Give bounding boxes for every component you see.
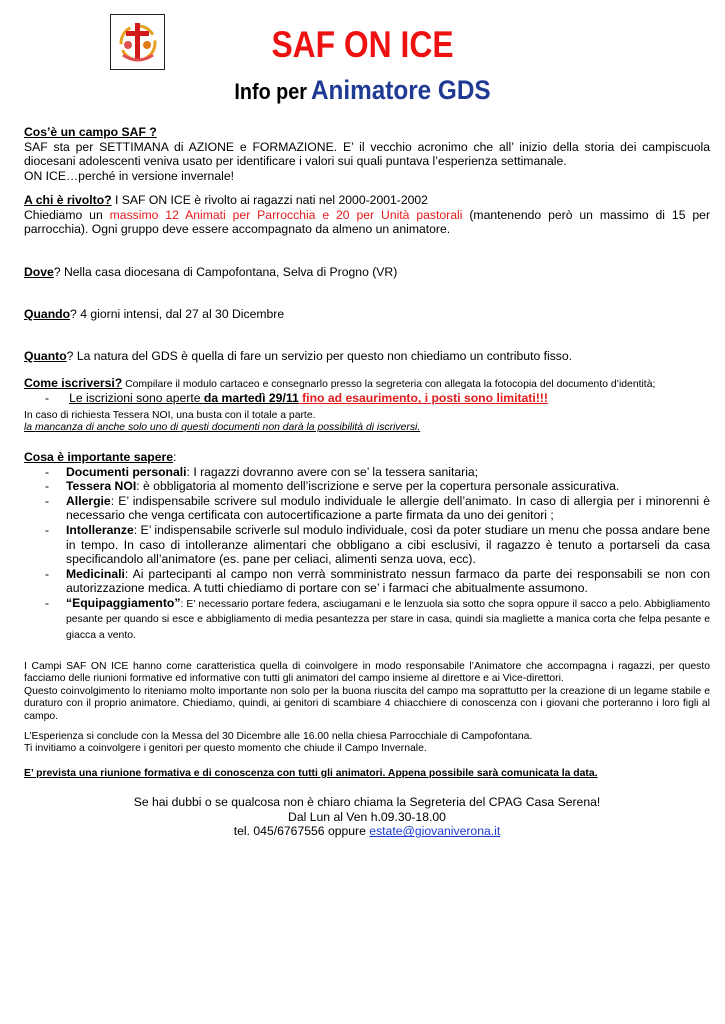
intro-text: SAF sta per SETTIMANA di AZIONE e FORMAZIONE. E’ il vecchio acronimo che all’ inizio della storia dei campiscuola diocesani adolescenti veniva usato per identificare i valori sui quali puntava l’esperienza settimanale.	[24, 139, 710, 169]
page-subtitle	[36, 75, 689, 110]
item-dash: -	[45, 493, 50, 508]
closing-p4: Ti invitiamo a coinvolgere i genitori per questo momento che chiude il Campo Invernale.	[24, 743, 427, 755]
item-label: Allergie	[66, 493, 111, 508]
contact-tel: tel. 045/6767556 oppure	[233, 824, 370, 839]
item-text: : Ai partecipanti al campo non verrà somministrato nessun farmaco da parte dei responsabili se non con autorizzazione medica. A tutti chiediamo di portare con se’ i farmaci che abitualmente assumono.	[66, 566, 710, 596]
item-label: Tessera NOI	[66, 479, 137, 494]
item-text: : E’ indispensabile scriverle sul modulo individuale, così da poter studiare un menu che possa andare bene in tempo. In caso di intolleranze alimentari che obbligano a cibi esclusivi, il ragazzo è tenuto a portarseli da casa specificandolo all’animatore (es. pane per celiaci, alimenti senza uova, ecc).	[66, 522, 710, 567]
target-limits-post: (mantenendo però un massimo di 15 per parrocchia). Ogni gruppo deve essere accompagnato da almeno un animatore.	[24, 207, 711, 237]
item-dash: -	[45, 464, 50, 479]
target-limits-pre: Chiediamo un	[24, 207, 110, 222]
list-item	[24, 494, 710, 523]
signup-section	[24, 376, 710, 435]
list-item	[24, 465, 710, 480]
item-text: : I ragazzi dovranno avere con se’ la tessera sanitaria;	[186, 464, 479, 479]
intro-section	[24, 125, 710, 183]
item-dash: -	[45, 479, 50, 494]
deadline-red: fino ad esaurimento, i posti sono limitati!!!	[298, 391, 548, 406]
subtitle-prefix: Info per	[234, 79, 307, 104]
contact-section	[24, 795, 710, 839]
important-list	[24, 465, 710, 643]
intro-heading: Cos’è un campo SAF ?	[24, 125, 157, 139]
when-text: ? 4 giorni intensi, dal 27 al 30 Dicembre	[70, 307, 285, 321]
signup-deadline	[24, 391, 710, 406]
signup-text: Compilare il modulo cartaceo e consegnarlo presso la segreteria con allegata la fotocopia del documento d’identità;	[122, 379, 656, 390]
list-item	[24, 523, 710, 567]
where-text: ? Nella casa diocesana di Campofontana, Selva di Progno (VR)	[53, 265, 398, 279]
item-dash: -	[45, 595, 50, 610]
where-section	[24, 265, 710, 280]
closing-p2: Questo coinvolgimento lo riteniamo molto importante non solo per la buona riuscita del campo ma soprattutto per la creazione di un legame stabile e duraturo con il proprio animatore. Chiediamo, quindi, ai genitori di scambiare 4 chiacchiere di conoscenza con i giovani che porteranno i loro figli al campo.	[24, 685, 710, 722]
closing-p1: I Campi SAF ON ICE hanno come caratteristica quella di coinvolgere in modo responsabile l’Animatore che accompagna i ragazzi, per questo facciamo delle riunioni formative ed informative con tutti gli animatori del campo insieme al direttore e ai Vice-direttori.	[24, 661, 710, 685]
item-label: Documenti personali	[66, 464, 187, 479]
email-link[interactable]: estate@giovaniverona.it	[369, 824, 501, 839]
item-text: : E’ necessario portare federa, asciugamani e le lenzuola sia sotto che sopra oppure il sacco a pelo. Abbigliamento pesante per quando si esce e abbigliamento di media pesantezza per stare in casa, quindi sia magliette a manica corta che felpa pesante e giacca a vento.	[66, 598, 710, 641]
item-text: : è obbligatoria al momento dell’iscrizione e serve per la copertura personale assicurativa.	[136, 479, 620, 494]
meeting-notice: E’ prevista una riunione formativa e di conoscenza con tutti gli animatori. Appena possibile sarà comunicata la data.	[24, 767, 598, 779]
cost-heading: Quanto	[24, 349, 67, 363]
important-colon: :	[173, 450, 177, 464]
cost-section	[24, 349, 710, 364]
deadline-date: da martedì 29/11	[203, 391, 299, 406]
when-section	[24, 307, 710, 322]
cost-text: ? La natura del GDS è quella di fare un servizio per questo non chiediamo un contributo fisso.	[66, 349, 573, 363]
when-heading: Quando	[24, 307, 71, 321]
item-label: Medicinali	[66, 566, 125, 581]
item-label: Intolleranze	[66, 522, 134, 537]
contact-hours: Dal Lun al Ven h.09.30-18.00	[288, 809, 446, 824]
item-dash: -	[45, 566, 50, 581]
target-text: I SAF ON ICE è rivolto ai ragazzi nati nel 2000-2001-2002	[111, 193, 428, 207]
contact-line1: Se hai dubbi o se qualcosa non è chiaro chiama la Segreteria del CPAG Casa Serena!	[133, 795, 601, 809]
important-section	[24, 450, 710, 642]
list-item	[24, 567, 710, 596]
subtitle-emphasis: Animatore GDS	[311, 75, 491, 105]
signup-warning: la mancanza di anche solo uno di questi documenti non darà la possibilità di iscriversi.	[24, 422, 421, 434]
where-heading: Dove	[24, 265, 54, 279]
list-item	[24, 596, 710, 642]
item-dash: -	[45, 522, 50, 537]
signup-heading: Come iscriversi?	[24, 376, 123, 390]
important-heading: Cosa è importante sapere	[24, 450, 174, 464]
target-heading: A chi è rivolto?	[24, 193, 112, 207]
list-item	[24, 479, 710, 494]
page-title: SAF ON ICE	[271, 24, 454, 65]
item-text: : E’ indispensabile scrivere sul modulo individuale le allergie dell’animato. In caso di allergia per i minorenni è necessario che venga certificata con autocertificazione a parte firmata da uno dei genitori ;	[66, 493, 710, 523]
closing-p3: L’Esperienza si conclude con la Messa del 30 Dicembre alle 16.00 nella chiesa Parrocchiale di Campofontana.	[24, 731, 533, 743]
noi-note: In caso di richiesta Tessera NOI, una busta con il totale a parte.	[24, 410, 316, 421]
target-limits-red: massimo 12 Animati per Parrocchia e 20 per Unità pastorali	[109, 207, 463, 222]
item-label: “Equipaggiamento”	[66, 595, 181, 610]
target-section	[24, 193, 710, 237]
closing-section	[24, 661, 710, 780]
signup-dash: -	[45, 391, 50, 406]
target-limits	[24, 208, 710, 237]
contact-tel-line	[24, 824, 710, 839]
deadline-pre: Le iscrizioni sono aperte	[69, 391, 204, 406]
intro-text-2: ON ICE…perché in versione invernale!	[24, 168, 234, 183]
target-line	[24, 193, 710, 208]
